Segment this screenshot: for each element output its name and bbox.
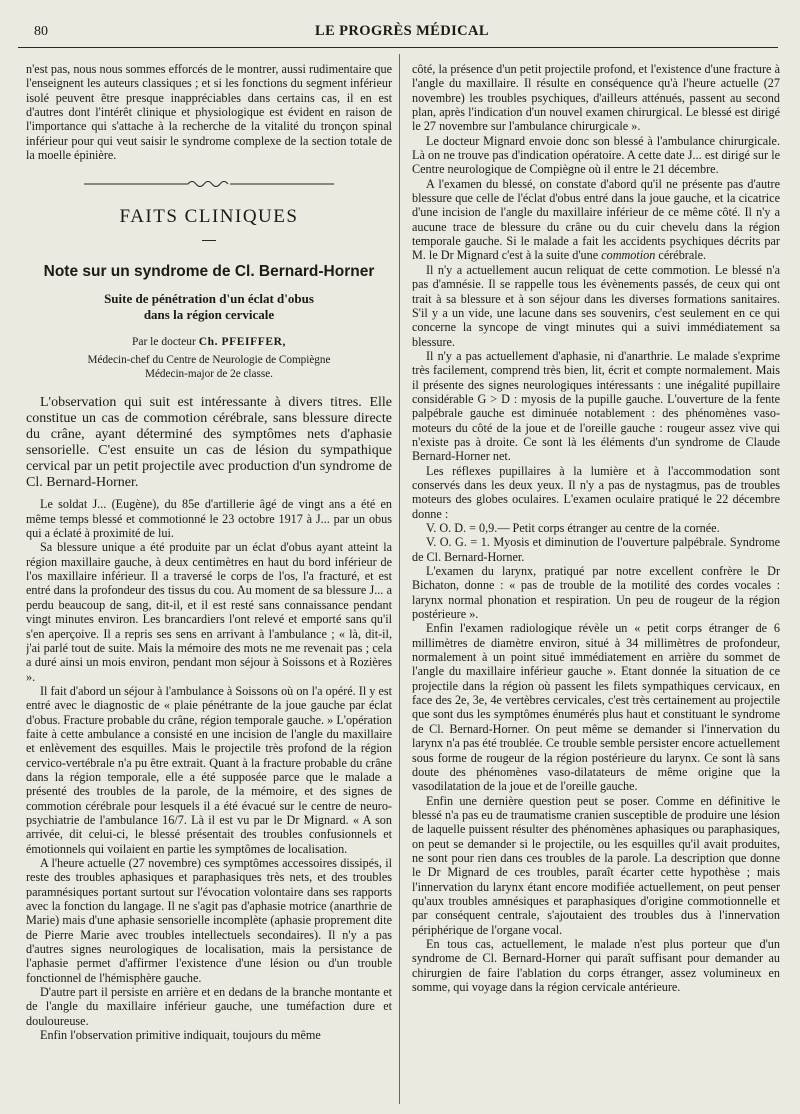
page-number: 80 <box>34 24 48 39</box>
paragraph: D'autre part il persiste en arrière et en dedans de la branche montante et de l'angle du maxillaire inférieur gauche, une tuméfaction dure et douloureuse. <box>26 985 392 1028</box>
paragraph: Le docteur Mignard envoie donc son blessé à l'ambulance chirurgicale. Là on ne trouve pas d'indication opératoire. A cette date J... est dirigé sur le Centre neurologique de Compiègne où il entre le 21 décembre. <box>412 133 780 177</box>
paragraph-text: cérébrale. <box>658 248 707 263</box>
article-subtitle-2: dans la région cervicale <box>143 306 275 322</box>
paragraph: côté, la présence d'un petit projectile profond, et l'existence d'une fracture à l'angle du maxillaire. Il résulte en conséquence qu'à l'heure actuelle (27 novembre) les troubles psychiques, d'ailleurs atténués, passent au second plan, après l'indication d'un nouvel examen chirurgical. Le blessé est dirigé le 27 novembre sur l'ambulance chirurgicale ». <box>412 62 780 134</box>
right-column <box>412 62 780 1096</box>
paragraph: A l'heure actuelle (27 novembre) ces symptômes accessoires dissipés, il reste des troubles aphasiques et paraphasiques très nets, et des troubles paramnésiques portant surtout sur l'évocation volontaire dans ses rapports avec la fonction du langage. Il ne s'agit pas d'aphasie motrice (anarthrie de Marie) mais d'une aphasie sensorielle incomplète (aphasie proprement dite de Pierre Marie avec troubles intellectuels secondaires). Il n'y a pas d'autres signes neurologiques de localisation, mais la persistance de l'aphasie permet d'affirmer l'existence d'une lésion ou d'un trouble fonctionnel de l'hémisphère gauche. <box>26 856 392 985</box>
paragraph-text: A l'examen du blessé, on constate d'abord qu'il ne présente pas d'autre blessure que celle de l'éclat d'obus entré dans la joue gauche, et la cicatrice d'une incision de l'angle du maxillaire inférieur de ce même côté. Il n'y a aucune trace de blessure du crâne ou du cuir chevelu dans la région temporale gauche. Si le malade a fait les accidents psychiques décrits par M. le Dr Mignard c'est à la suite d'une <box>412 176 780 263</box>
article-subtitle-1: Suite de pénétration d'un éclat d'obus <box>104 291 314 307</box>
emphasis-text: commotion <box>601 248 656 263</box>
column-divider <box>399 54 400 1104</box>
paragraph: Il fait d'abord un séjour à l'ambulance à Soissons où on l'a opéré. Il y est entré avec le diagnostic de « plaie pénétrante de la joue gauche par éclat d'obus. Fracture probable du crâne, région temporale gauche. » L'opération faite à cette ambulance a consisté en une incision de l'angle du maxillaire et enlèvement des esquilles. Mais le projectile très profond de la région cervico-vertébrale n'a pu être extrait. Quant à la fracture probable du crâne dans la région temporale, elle a été supposée parce que le malade a présenté des troubles de la parole, de la mémoire, et des signes de commotion cérébrale pour lesquels il a été évacué sur le centre de neuro-psychiatrie de l'ambulance 16/7. Là il est vu par le Dr Mignard. « A son arrivée, dit celui-ci, le blessé présentait des troubles confusionnels et émotionnels qui voilaient en partie les symptômes de localisation. <box>26 683 392 856</box>
paragraph: Le soldat J... (Eugène), du 85e d'artillerie âgé de vingt ans a été en même temps blessé et commotionné le 23 octobre 1917 à J... par un obus qui a éclaté à proximité de lui. <box>26 497 392 541</box>
eye-exam-left: V. O. G. = 1. Myosis et diminution de l'ouverture palpébrale. Syndrome de Cl. Bernard-Horner. <box>412 535 780 564</box>
paragraph <box>412 177 780 263</box>
author-affiliation <box>26 354 392 381</box>
paragraph: Les réflexes pupillaires à la lumière et à l'accommodation sont conservés dans les deux yeux. Il n'y a pas de nystagmus, pas de troubles moteurs des globes oculaires. L'examen oculaire pratiqué le 22 décembre donne : <box>412 463 780 521</box>
affiliation-line-1: Médecin-chef du Centre de Neurologie de Compiègne <box>87 354 331 367</box>
ornament-divider <box>84 178 334 190</box>
paragraph: Enfin une dernière question peut se poser. Comme en définitive le blessé n'a pas eu de traumatisme cranien susceptible de produire une lésion de laquelle puissent résulter des phénomènes aphasiques ou paraphasiques, on peut se demander si le projectile, ou les esquilles qu'il avait produites, ne sont pour rien dans ces troubles de la parole. La description que donne le Dr Mignard de ces troubles, paraît écarter cette hypothèse ; mais l'innervation du larynx étant encore modifiée actuellement, on peut penser qu'aux troubles amnésiques et paraphasiques d'origine commotionnelle et par conséquent centrale, s'ajoutaient des troubles dus à l'innervation périphérique de l'organe vocal. <box>412 793 780 937</box>
lead-paragraph: L'observation qui suit est intéressante à divers titres. Elle constitue un cas de commotion cérébrale, sans blessure directe du crâne, ayant déterminé des symptômes nets d'aphasie sensorielle. C'est ensuite un cas de lésion du sympathique cervical par un petit projectile avec production d'un syndrome de Cl. Bernard-Horner. <box>26 395 392 491</box>
header-rule <box>18 47 778 48</box>
page-header <box>26 20 778 44</box>
affiliation-line-2: Médecin-major de 2e classe. <box>145 367 273 380</box>
running-title: LE PROGRÈS MÉDICAL <box>315 23 489 39</box>
byline-prefix: Par le docteur <box>131 336 196 349</box>
paragraph: En tous cas, actuellement, le malade n'est plus porteur que d'un syndrome de Cl. Bernard-Horner qui paraît suffisant pour demander au chirurgien de faire l'ablation du corps étranger, assez volumineux en somme, qui voyage dans la région cervicale antérieure. <box>412 936 780 994</box>
paragraph: Il n'y a pas actuellement d'aphasie, ni d'anarthrie. Le malade s'exprime très facilement, comprend très bien, lit, écrit et compte normalement. Mais il présente des signes neurologiques intéressants : une inégalité pupillaire considérable G > D : myosis de la pupille gauche. L'ouverture de la fente palpébrale gauche est diminuée notablement : des phénomènes vaso-moteurs du côté de la joue et de l'oreille gauche : rougeur assez vive qui n'existe pas à droite. Ce sont là les éléments d'un syndrome de Claude Bernard-Horner net. <box>412 348 780 464</box>
section-title: FAITS CLINIQUES <box>119 206 299 228</box>
left-column <box>26 62 392 1096</box>
paragraph: Il n'y a actuellement aucun reliquat de cette commotion. Le blessé n'a pas d'amnésie. Il se rappelle tous les évènements passés, de ceux qui ont trait à sa blessure et à son séjour dans les diverses formations sanitaires. S'il y a un vide, une lacune dans ses souvenirs, c'est seulement en ce qui concerne la syncope de vingt minutes qui a suivi immédiatement sa blessure. <box>412 262 780 349</box>
eye-exam-right: V. O. D. = 0,9.— Petit corps étranger au centre de la cornée. <box>426 521 720 535</box>
paragraph: L'examen du larynx, pratiqué par notre excellent confrère le Dr Bichaton, donne : « pas de trouble de la motilité des cordes vocales : larynx normal phonation et respiration. Un peu de rougeur de la région postérieure ». <box>412 564 780 622</box>
paragraph: Enfin l'examen radiologique révèle un « petit corps étranger de 6 millimètres de diamètre environ, situé à 34 millimètres de profondeur, normalement à un point situé immédiatement en arrière du sommet de l'angle du maxillaire inférieur gauche ». Etant donnée la situation de ce projectile dans la région où passent les filets sympathiques cervicaux, en face des 2e, 3e, 4e vertèbres cervicales, c'est très certainement au projectile que sont dus les symptômes énumérés plus haut et constituant le syndrome de Cl. Bernard-Horner. On peut même se demander si l'innervation du larynx n'a pas été troublée. Ce trouble semble persister encore actuellement sous forme de rougeur de la région postérieure du larynx. Ce sont là sans doute des phénomènes vaso-dilatateurs de même origine que la vasodilatation de la joue et de l'oreille gauche. <box>412 621 780 794</box>
author-name: Ch. PFEIFFER, <box>198 336 287 349</box>
section-rule <box>202 240 216 241</box>
article-title: Note sur un syndrome de Cl. Bernard-Horner <box>43 263 375 281</box>
paragraph: Sa blessure unique a été produite par un éclat d'obus ayant atteint la région maxillaire gauche, à deux centimètres en haut du bord inférieur de l'os maxillaire inférieur. Il a traversé le corps de l'os, l'a fracturé, et est entré dans la profondeur des tissus du cou. Au moment de sa blessure J... a perdu beaucoup de sang, dit-il, et il est resté sans connaissance pendant vingt minutes environ. Les brancardiers l'ont relevé et emporté sans qu'il s'en aperçoive. Il a repris ses sens en arrivant à l'ambulance ; « là, dit-il, j'ai parlé tout de suite. Mais la mémoire des mots ne me revenait pas ; cela a duré ainsi un mois environ, pendant mon séjour à Soissons et à Rozières ». <box>26 540 392 684</box>
paragraph: Enfin l'observation primitive indiquait, toujours du même <box>40 1028 321 1043</box>
byline <box>26 336 392 348</box>
intro-paragraph: n'est pas, nous nous sommes efforcés de le montrer, aussi rudimentaire que l'enseignent les auteurs classiques ; et si les fonctions du segment inférieur isolé peuvent être presque inappréciables dans certains cas, il en est d'autres dont l'intérêt clinique et physiologique est évident en raison de l'importance qui s'attache à la recherche de la vitalité du tronçon spinal inférieur pour qui veut saisir le syndrome complexe de la section totale de la moelle épinière. <box>26 62 392 163</box>
